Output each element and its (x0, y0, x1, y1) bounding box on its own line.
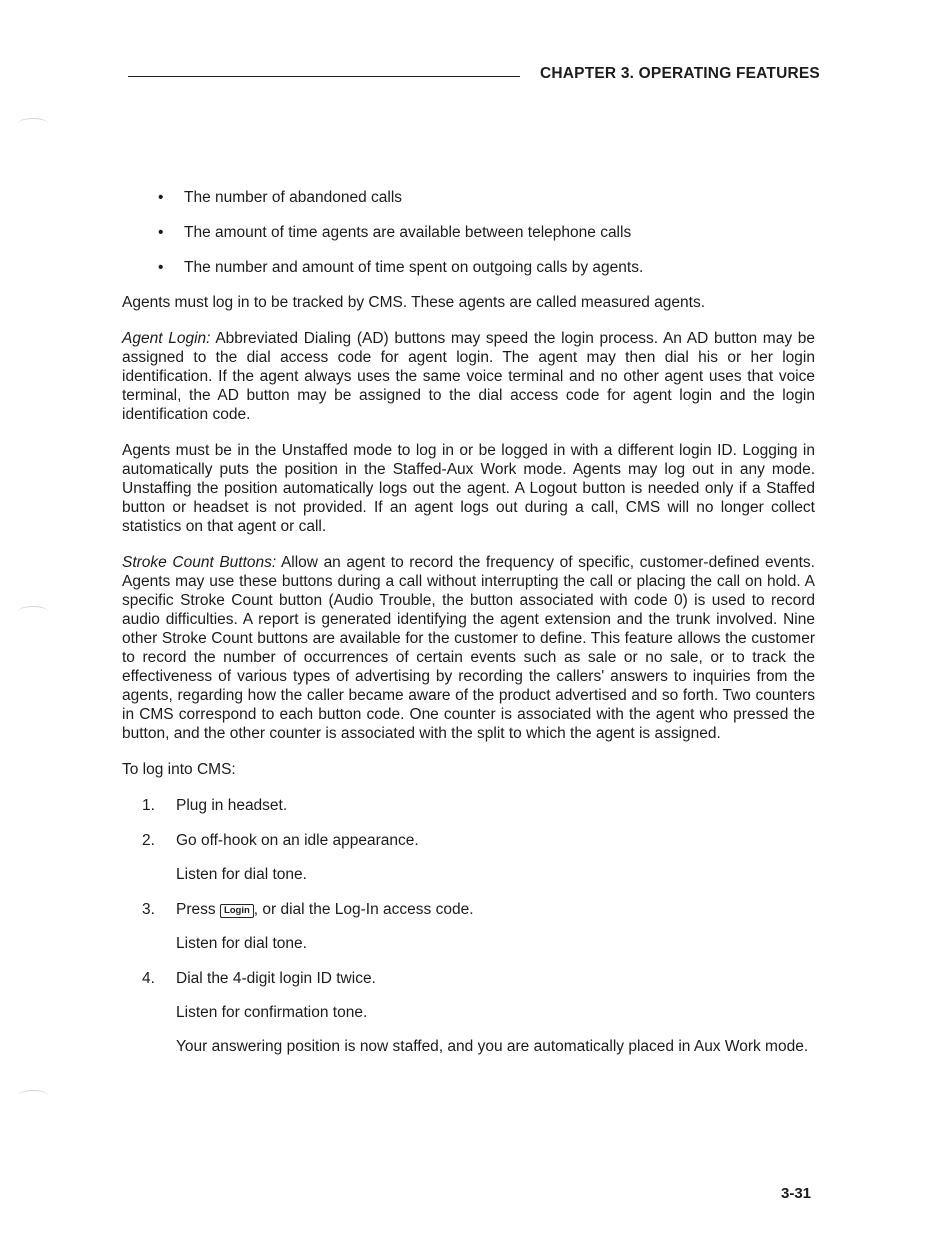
login-steps-final (122, 969, 815, 988)
step-number: 2. (142, 832, 155, 849)
scan-artifact (18, 118, 48, 129)
scan-artifact (18, 606, 48, 617)
step-note: Listen for dial tone. (176, 866, 307, 883)
header-rule (128, 76, 520, 77)
list-item (122, 258, 815, 277)
step-text-post: , or dial the Log-In access code. (253, 901, 474, 918)
page-body (122, 188, 815, 1072)
step-text: Plug in headset. (176, 797, 288, 814)
bullet-list (122, 188, 815, 277)
step-number: 4. (142, 970, 155, 987)
scan-artifact (18, 1090, 48, 1101)
step-item (122, 969, 815, 988)
agent-login-lead: Agent Login: (122, 330, 211, 347)
stroke-count-lead: Stroke Count Buttons: (122, 554, 277, 571)
chapter-title: CHAPTER 3. OPERATING FEATURES (540, 65, 820, 82)
list-item (122, 188, 815, 207)
step-item (122, 796, 815, 815)
login-steps (122, 796, 815, 850)
agent-login-paragraph (122, 329, 815, 424)
bullet-text: The number of abandoned calls (184, 189, 403, 206)
unstaffed-paragraph: Agents must be in the Unstaffed mode to log in or be logged in with a different login ID. Logging in automatically puts the position in the Staffed-Aux Work mode. Agents may log out in any mode. Unstaffing the position automatically logs out the agent. A Logout button is needed only if a Staffed button or headset is not provided. If an agent logs out during a call, CMS will no longer collect statistics on that agent or call. (122, 442, 815, 535)
bullet-icon: • (158, 189, 164, 206)
measured-agents-paragraph: Agents must log in to be tracked by CMS. These agents are called measured agents. (122, 294, 706, 311)
bullet-icon: • (158, 224, 164, 241)
step-item (122, 831, 815, 850)
page-number: 3-31 (781, 1185, 812, 1202)
step-text: Dial the 4-digit login ID twice. (176, 970, 376, 987)
bullet-text: The number and amount of time spent on outgoing calls by agents. (184, 259, 644, 276)
stroke-count-body: Allow an agent to record the frequency of specific, customer-defined events. Agents may use these buttons during a call without interrupting the call or placing the call on hold. A specific Stroke Count button (Audio Trouble, the button associated with code 0) is used to record audio difficulties. A report is generated identifying the agent extension and the trunk involved. Nine other Stroke Count buttons are available for the customer to define. This feature allows the customer to record the number of occurrences of certain events such as sale or no sale, or to track the effectiveness of various types of advertising by recording the callers' answers to inquiries from the agents, regarding how the caller became aware of the product advertised and so forth. Two counters in CMS correspond to each button code. One counter is associated with the agent who pressed the button, and the other counter is associated with the split to which the agent is assigned. (122, 554, 815, 742)
login-steps-continued (122, 900, 815, 919)
list-item (122, 223, 815, 242)
step-note: Listen for dial tone. (176, 935, 307, 952)
step-number: 1. (142, 797, 155, 814)
login-key-icon: Login (220, 904, 254, 918)
bullet-icon: • (158, 259, 164, 276)
agent-login-body: Abbreviated Dialing (AD) buttons may speed the login process. An AD button may be assigned to the dial access code for agent login. The agent may then dial his or her login identification. If the agent always uses the same voice terminal and no other agent uses that voice terminal, the AD button may be assigned to the dial access code for agent login and the login identification code. (122, 330, 816, 423)
to-log-paragraph: To log into CMS: (122, 761, 236, 778)
step-text: Go off-hook on an idle appearance. (176, 832, 419, 849)
step-note: Listen for confirmation tone. (176, 1004, 368, 1021)
step-final-note: Your answering position is now staffed, and you are automatically placed in Aux Work mode. (176, 1038, 809, 1055)
bullet-text: The amount of time agents are available between telephone calls (184, 224, 632, 241)
stroke-count-paragraph (122, 553, 815, 743)
step-item (122, 900, 815, 919)
step-text-pre: Press (176, 901, 220, 918)
step-number: 3. (142, 901, 155, 918)
